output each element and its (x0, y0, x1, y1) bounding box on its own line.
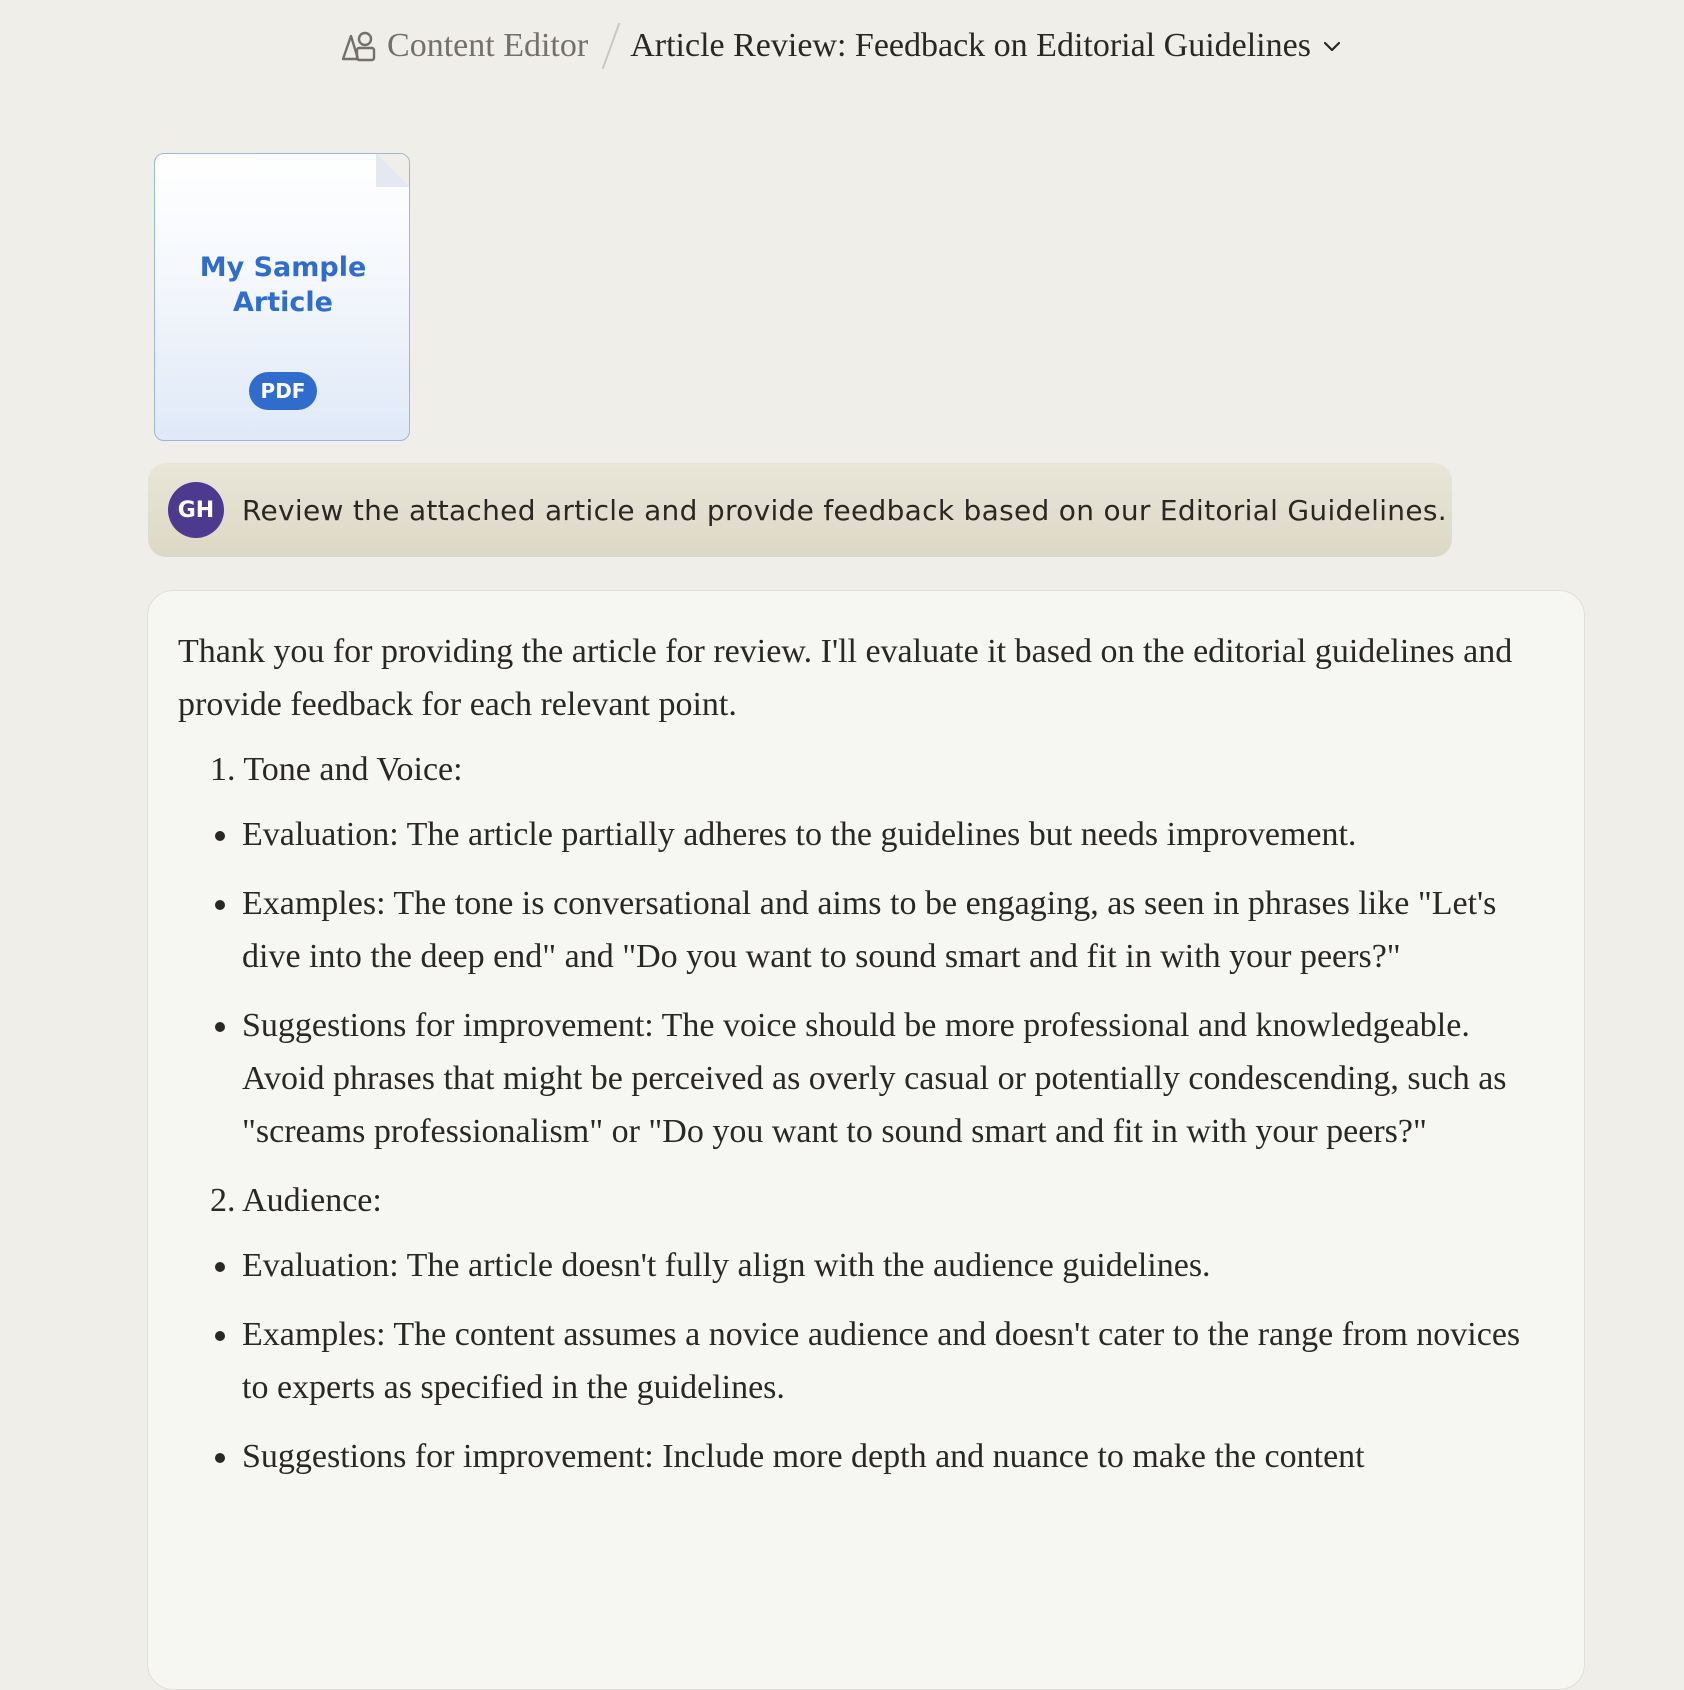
list-item: Evaluation: The article partially adheres to the guidelines but needs improvement. (178, 808, 1554, 861)
response-intro: Thank you for providing the article for review. I'll evaluate it based on the editorial guidelines and provide feedback for each relevant point. (178, 633, 1513, 723)
chevron-down-icon[interactable] (1321, 35, 1343, 57)
attachment-title: My Sample Article (199, 252, 367, 318)
list-item: Suggestions for improvement: Include more depth and nuance to make the content (178, 1430, 1554, 1483)
assistant-response (147, 590, 1585, 1690)
page-fold-corner (376, 153, 410, 187)
list-item: Examples: The content assumes a novice audience and doesn't cater to the range from novices to experts as specified in the guidelines. (178, 1308, 1554, 1414)
section-title: 1. Tone and Voice: (210, 751, 463, 788)
chat-title[interactable]: Article Review: Feedback on Editorial Guidelines (630, 27, 1311, 64)
user-message-text: Review the attached article and provide feedback based on our Editorial Guidelines. (242, 493, 1447, 527)
section-title: 2. Audience: (210, 1182, 382, 1219)
user-avatar: GH (168, 482, 224, 538)
top-bar (0, 0, 1684, 92)
list-item: Evaluation: The article doesn't fully align with the audience guidelines. (178, 1239, 1554, 1292)
attachment-card[interactable] (154, 153, 410, 441)
breadcrumb (341, 23, 1343, 69)
file-type-badge: PDF (249, 372, 317, 410)
project-shapes-icon[interactable] (341, 30, 377, 62)
list-item: Examples: The tone is conversational and aims to be engaging, as seen in phrases like "Let's dive into the deep end" and "Do you want to sound smart and fit in with your peers?" (178, 877, 1554, 983)
breadcrumb-separator (602, 23, 621, 69)
project-name-link[interactable]: Content Editor (387, 27, 589, 64)
user-message (148, 463, 1452, 557)
list-item: Suggestions for improvement: The voice should be more professional and knowledgeable. Avoid phrases that might be perceived as overly casual or potentially condescending, such as "screams professionalism" or "Do you want to sound smart and fit in with your peers?" (178, 999, 1554, 1158)
